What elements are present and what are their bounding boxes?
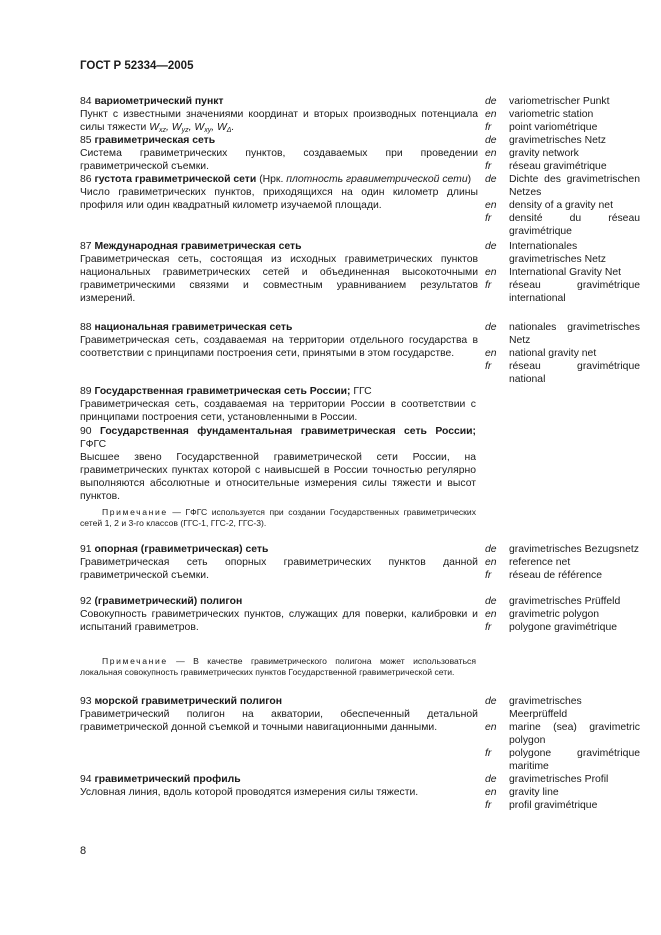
term-title: 88 национальная гравиметрическая сеть	[80, 322, 293, 333]
translation-en: en national gravity net	[485, 348, 597, 359]
formula-symbols: $W_{xz}$, $W_{yz}$, $W_{xy}$, $W_\Delta$.	[149, 122, 235, 134]
term-title: 87 Международная гравиметрическая сеть	[80, 241, 302, 252]
translation-de: de nationales gravimetrisches Netz	[485, 322, 640, 346]
translation-de: de gravimetrisches Meerprüffeld	[485, 696, 582, 720]
translation-de: de Internationales gravimetrisches Netz	[485, 241, 607, 265]
note: Примечание — ГФГС используется при создании Государственных гравиметрических сетей 1, 2 и 3-го классов (ГГС-1, ГГС-2, ГГС-3).	[80, 507, 477, 528]
term-definition: Гравиметрическая сеть опорных гравиметрических пунктов данной гравиметрической съемки.	[80, 557, 478, 581]
term-definition: Пункт с известными значениями координат и вторых производных потенциала силы тяжести $W_{xz}$, $W_{yz}$, $W_{xy}$, $W_\Delta$.	[80, 109, 478, 134]
translation-de: de gravimetrisches Profil	[485, 774, 609, 785]
term-title: 90 Государственная фундаментальная гравиметрическая сеть России; ГФГС	[80, 426, 476, 450]
term-title: 93 морской гравиметрический полигон	[80, 696, 283, 707]
term-definition: Совокупность гравиметрических пунктов, служащих для поверки, калибровки и испытаний гравиметров.	[80, 609, 478, 633]
term-title: 89 Государственная гравиметрическая сеть России; ГГС	[80, 386, 372, 397]
translation-fr: fr polygone gravimétrique maritime	[485, 748, 640, 772]
translation-de: de gravimetrisches Bezugsnetz	[485, 544, 639, 555]
term-definition: Гравиметрическая сеть, создаваемая на территории России в соответствии с принципами построения сети, установленными в России.	[80, 399, 476, 423]
translation-de: de variometrischer Punkt	[485, 96, 610, 107]
translation-en: en International Gravity Net	[485, 267, 622, 278]
translation-en: en variometric station	[485, 109, 594, 120]
translation-de: de gravimetrisches Netz	[485, 135, 607, 146]
translation-de: de Dichte des gravimetrischen Netzes	[485, 174, 640, 198]
translation-en: en reference net	[485, 557, 571, 568]
note: Примечание — В качестве гравиметрического полигона может использоваться локальная совокупность гравиметрических пунктов Государственной гравиметрической сети.	[80, 656, 477, 677]
translation-en: en gravity network	[485, 148, 579, 159]
translation-de: de gravimetrisches Prüffeld	[485, 596, 621, 607]
translation-fr: fr point variométrique	[485, 122, 598, 133]
translation-en: en marine (sea) gravimetric polygon	[485, 722, 640, 746]
translation-en: en gravimetric polygon	[485, 609, 600, 620]
translation-fr: fr densité du réseau gravimétrique	[485, 213, 640, 237]
term-definition: Число гравиметрических пунктов, приходящихся на один километр длины профиля или один квадратный километр изучаемой площади.	[80, 187, 478, 211]
translation-fr: fr profil gravimétrique	[485, 800, 598, 811]
term-title: 85 гравиметрическая сеть	[80, 135, 216, 146]
translation-en: en gravity line	[485, 787, 559, 798]
page-number: 8	[80, 845, 87, 857]
term-definition: Условная линия, вдоль которой проводятся измерения силы тяжести.	[80, 787, 419, 798]
translation-en: en density of a gravity net	[485, 200, 613, 211]
term-title: 91 опорная (гравиметрическая) сеть	[80, 544, 269, 555]
translation-fr: fr réseau gravimétrique national	[485, 361, 640, 385]
document-header: ГОСТ Р 52334—2005	[80, 60, 194, 72]
term-title: 92 (гравиметрический) полигон	[80, 596, 243, 607]
term-definition: Гравиметрический полигон на акватории, обеспеченный детальной гравиметрической донной съемкой и точными навигационными данными.	[80, 709, 478, 733]
term-title: 86 густота гравиметрической сети (Нрк. плотность гравиметрической сети)	[80, 174, 472, 185]
term-definition: Гравиметрическая сеть, состоящая из исходных гравиметрических пунктов национальных гравиметрических сетей и объединенная высокоточными гравиметрическими связями и совместным уравниванием результатов измерений.	[80, 254, 478, 304]
translation-fr: fr polygone gravimétrique	[485, 622, 618, 633]
translation-fr: fr réseau de référence	[485, 570, 602, 581]
translation-fr: fr réseau gravimétrique international	[485, 280, 640, 304]
term-definition: Гравиметрическая сеть, создаваемая на территории отдельного государства в соответствии с принципами построения сети, принятыми в этом государстве.	[80, 335, 478, 359]
term-definition: Система гравиметрических пунктов, создаваемых при проведении гравиметрической съемки.	[80, 148, 478, 172]
term-definition: Высшее звено Государственной гравиметрической сети России, на гравиметрических пунктах которой с наивысшей в России точностью регулярно выполняются абсолютные и относительные измерения силы тяжести и высот пунктов.	[80, 452, 476, 502]
translation-fr: fr réseau gravimétrique	[485, 161, 607, 172]
term-title: 94 гравиметрический профиль	[80, 774, 241, 785]
term-title: 84 вариометрический пункт	[80, 96, 224, 107]
